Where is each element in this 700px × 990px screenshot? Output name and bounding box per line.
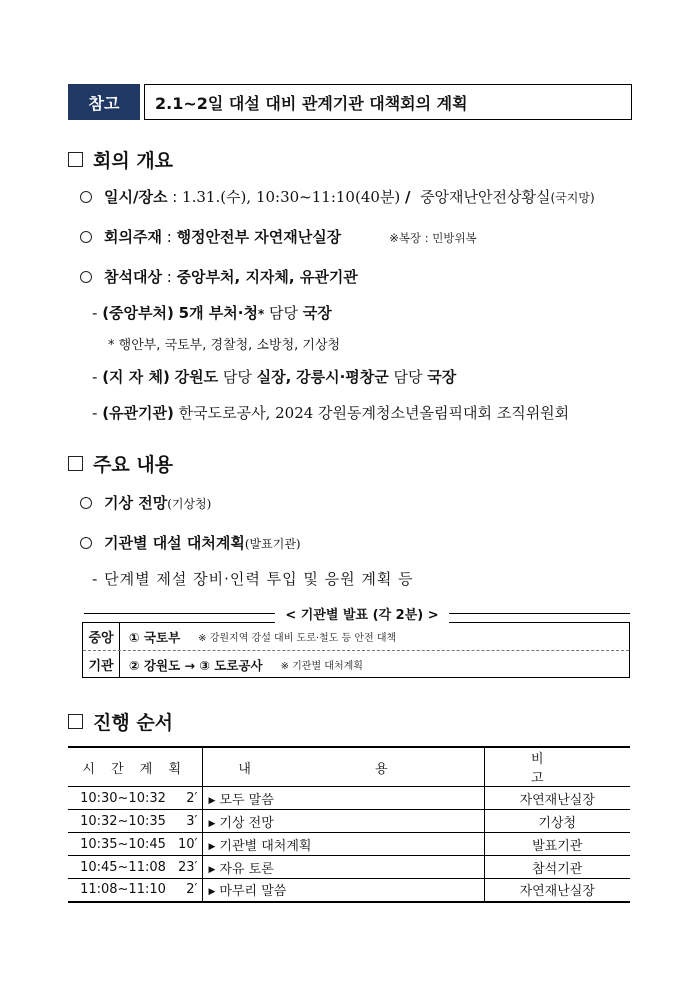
- col-header-time: 시 간 계 획: [68, 747, 202, 787]
- attendees-value: 중앙부처, 지자체, 유관기관: [176, 268, 358, 286]
- footnote-star: *: [257, 307, 265, 321]
- triangle-bullet-icon: ▶: [208, 795, 216, 806]
- table-row: [68, 856, 630, 879]
- content-item-plans-note: (발표기관): [244, 537, 301, 551]
- place-note: (국지망): [550, 191, 595, 205]
- reference-tag: 참고: [68, 84, 140, 120]
- triangle-bullet-icon: ▶: [208, 887, 216, 898]
- row-item: [202, 856, 484, 879]
- row-item: [202, 879, 484, 902]
- table-row: [68, 810, 630, 833]
- square-bullet-icon: [68, 714, 83, 729]
- table-row: [68, 879, 630, 902]
- row-time: 10:30~10:32: [68, 787, 178, 810]
- section-heading-overview: [68, 146, 173, 173]
- datetime-label: 일시/장소: [104, 188, 168, 206]
- central-count: 5개 부처·청: [178, 304, 258, 322]
- row-item: [202, 810, 484, 833]
- content-item-weather-text: 기상 전망: [104, 494, 168, 512]
- central-role: 국장: [302, 304, 332, 322]
- announcement-row-agencies: [83, 651, 629, 678]
- row-note: 기상청: [484, 810, 630, 833]
- row-item: [202, 833, 484, 856]
- row-item-text: 마무리 말씀: [219, 884, 287, 900]
- col-header-content: 내 용: [202, 747, 484, 787]
- announcement-row-label: 기관: [88, 659, 114, 674]
- square-bullet-icon: [68, 152, 83, 167]
- announcement-presenter: ② 강원도 → ③ 도로공사: [129, 657, 263, 673]
- triangle-bullet-icon: ▶: [208, 841, 216, 852]
- host-line: 회의주재 : 행정안전부 자연재난실장 ※복장 : 민방위복: [80, 226, 477, 247]
- row-time: 10:45~11:08: [68, 856, 178, 879]
- related-agencies-line: - (유관기관) 한국도로공사, 2024 강원동계청소년올림픽대회 조직위원회: [92, 404, 570, 422]
- row-duration: 23′: [178, 856, 202, 879]
- row-item-text: 모두 말씀: [219, 792, 274, 808]
- host-value: 행정안전부 자연재난실장: [176, 228, 342, 246]
- title-bar: [68, 84, 632, 120]
- row-item-text: 기관별 대처계획: [219, 838, 312, 854]
- agenda-table: [68, 746, 630, 903]
- announcement-note: ※ 기관별 대처계획: [280, 661, 363, 672]
- announcement-row-central: [83, 623, 629, 650]
- circle-bullet-icon: [80, 271, 92, 283]
- local-gangneung-pyeongchang: 강릉시·평창군: [296, 368, 389, 386]
- section-heading-text: 주요 내용: [93, 454, 174, 476]
- local-b-role: 국장: [427, 368, 457, 386]
- row-duration: 2′: [178, 879, 202, 902]
- row-note: 발표기관: [484, 833, 630, 856]
- row-duration: 2′: [178, 787, 202, 810]
- row-time: 10:32~10:35: [68, 810, 178, 833]
- row-time: 10:35~10:45: [68, 833, 178, 856]
- row-duration: 3′: [178, 810, 202, 833]
- meeting-place: 중앙재난안전상황실: [420, 188, 551, 206]
- triangle-bullet-icon: ▶: [208, 864, 216, 875]
- datetime-line: 일시/장소 : 1.31.(수), 10:30~11:10(40분) / 중앙재난안전상황실 (국지망): [80, 186, 595, 207]
- circle-bullet-icon: [80, 497, 92, 509]
- datetime-value: 1.31.(수), 10:30~11:10(40분): [182, 188, 401, 206]
- announcement-row-content: [119, 628, 396, 646]
- row-item-text: 기상 전망: [219, 815, 274, 831]
- local-b-role-prefix: 담당: [393, 368, 423, 386]
- table-row: [68, 787, 630, 810]
- circle-bullet-icon: [80, 191, 92, 203]
- announcement-row-label: 중앙: [88, 631, 114, 646]
- agenda-header-row: [68, 747, 630, 787]
- announcement-title-text: < 기관별 발표 (각 2분) >: [275, 608, 448, 623]
- content-item-weather: [80, 492, 211, 513]
- local-a-role-prefix: 담당: [222, 368, 252, 386]
- col-header-note: 비 고: [484, 747, 630, 787]
- central-role-prefix: 담당: [269, 304, 299, 322]
- content-item-plans: [80, 532, 301, 553]
- announcement-presenter: ① 국토부: [129, 629, 181, 645]
- related-value: 한국도로공사, 2024 강원동계청소년올림픽대회 조직위원회: [178, 404, 570, 422]
- local-a-role: 실장,: [256, 368, 292, 386]
- central-footnote: * 행안부, 국토부, 경찰청, 소방청, 기상청: [108, 338, 341, 353]
- central-ministries-line: - (중앙부처) 5개 부처·청 * 담당 국장: [92, 304, 332, 322]
- datetime-separator: /: [405, 188, 411, 206]
- announcement-box: [82, 622, 630, 678]
- circle-bullet-icon: [80, 537, 92, 549]
- attendees-line: 참석대상 : 중앙부처, 지자체, 유관기관: [80, 266, 358, 287]
- row-item-text: 자유 토론: [219, 861, 274, 877]
- content-item-plans-sub: - 단계별 제설 장비·인력 투입 및 응원 계획 등: [92, 570, 414, 588]
- related-label: (유관기관): [102, 404, 174, 422]
- row-note: 참석기관: [484, 856, 630, 879]
- local-gov-line: - (지 자 체) 강원도 담당 실장, 강릉시·평창군 담당 국장: [92, 368, 457, 386]
- circle-bullet-icon: [80, 231, 92, 243]
- local-gangwon: 강원도: [174, 368, 219, 386]
- section-heading-agenda: [68, 708, 173, 735]
- triangle-bullet-icon: ▶: [208, 818, 216, 829]
- table-row: [68, 833, 630, 856]
- section-heading-text: 회의 개요: [93, 150, 174, 172]
- content-item-plans-text: 기관별 대설 대처계획: [104, 534, 245, 552]
- local-label: (지 자 체): [102, 368, 170, 386]
- announcement-note: ※ 강원지역 강설 대비 도로·철도 등 안전 대책: [198, 633, 397, 644]
- row-note: 자연재난실장: [484, 879, 630, 902]
- row-item: [202, 787, 484, 810]
- square-bullet-icon: [68, 456, 83, 471]
- row-note: 자연재난실장: [484, 787, 630, 810]
- row-time: 11:08~11:10: [68, 879, 178, 902]
- central-label: (중앙부처): [102, 304, 174, 322]
- section-heading-contents: [68, 450, 173, 477]
- document-title: 2.1~2일 대설 대비 관계기관 대책회의 계획: [144, 84, 632, 120]
- dress-code-note: ※복장 : 민방위복: [389, 231, 477, 245]
- announcement-row-content: [119, 656, 363, 674]
- section-heading-text: 진행 순서: [93, 712, 174, 734]
- attendees-label: 참석대상: [104, 268, 162, 286]
- row-duration: 10′: [178, 833, 202, 856]
- content-item-weather-note: (기상청): [167, 497, 212, 511]
- host-label: 회의주재: [104, 228, 162, 246]
